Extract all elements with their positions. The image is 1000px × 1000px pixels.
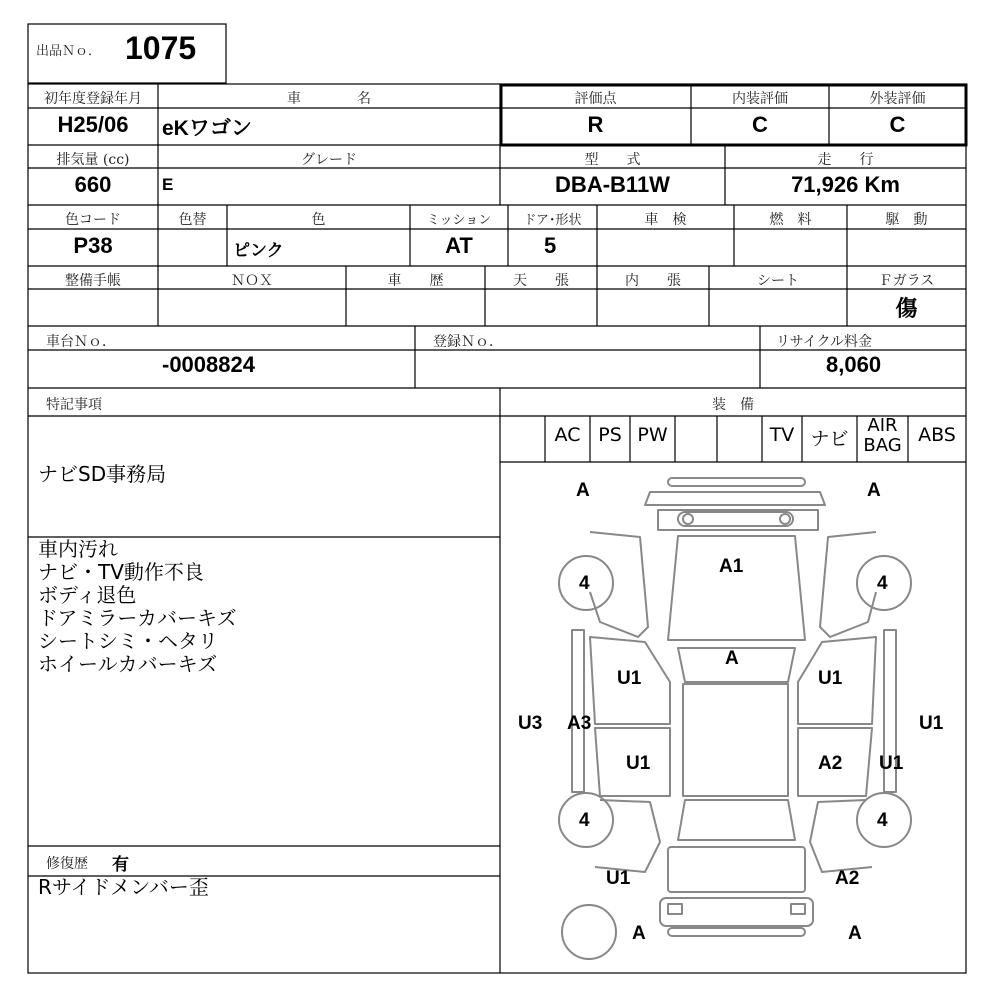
roof-outline — [683, 684, 788, 796]
color-label: 色 — [311, 212, 326, 228]
mileage-label: 走 行 — [817, 152, 874, 168]
damage-left-rocker-outer: U3 — [518, 713, 543, 734]
chassis-no-label: 車台Ｎｏ． — [46, 334, 116, 350]
special-note-line: ボディ退色 — [38, 583, 137, 607]
repair-history-note: Rサイドメンバー歪 — [38, 875, 209, 899]
rating-value: R — [587, 112, 604, 137]
damage-left-front-door: U1 — [617, 668, 642, 689]
rating-label: 評価点 — [574, 91, 617, 107]
lot-number: 1075 — [125, 30, 197, 66]
rear-glass-outline — [678, 800, 795, 840]
right-front-fender — [820, 532, 876, 637]
equipment-label: 装 備 — [712, 397, 754, 413]
damage-rear-right: A2 — [835, 868, 860, 889]
special-note-line: 車内汚れ — [38, 537, 118, 561]
damage-tire-rear-right: 4 — [877, 810, 888, 831]
doors-label: ドア･形状 — [523, 213, 582, 228]
damage-windshield: A — [725, 648, 739, 669]
rear-bumper-bottom — [668, 928, 805, 936]
equipment-item-airbag: AIR BAG — [863, 415, 902, 456]
exterior-rating-value: C — [889, 112, 906, 137]
damage-right-rear-door: U1 — [879, 753, 904, 774]
displacement-label: 排気量 (cc) — [56, 152, 130, 168]
left-rocker-outline — [572, 630, 584, 792]
lot-label: 出品Ｎｏ． — [36, 44, 102, 59]
damage-left-rear-door: U1 — [626, 753, 651, 774]
nox-label: ＮＯＸ — [231, 273, 273, 289]
tailgate-outline — [668, 847, 805, 892]
car-name-label: 車 名 — [287, 91, 371, 107]
repair-history-label: 修復歴 — [46, 856, 88, 872]
damage-right-front-door: U1 — [818, 668, 843, 689]
drive-label: 駆 動 — [885, 212, 928, 228]
special-note-line: シートシミ・ヘタリ — [38, 629, 218, 653]
special-note-line: ホイールカバーキズ — [38, 652, 218, 676]
damage-front-right: A — [867, 480, 881, 501]
equipment-item-pw: PW — [637, 424, 668, 446]
color-code-label: 色コード — [65, 212, 121, 228]
special-notes-label: 特記事項 — [46, 397, 102, 413]
displacement-value: 660 — [74, 172, 112, 197]
mileage-value: 71,926 Km — [791, 172, 900, 197]
equipment-item-abs: ABS — [918, 424, 956, 446]
damage-rear-bumper-left: A — [632, 923, 646, 944]
interior-trim-label: 内 張 — [625, 273, 681, 289]
car-name-value: eKワゴン — [162, 117, 252, 140]
doors-value: 5 — [544, 233, 557, 258]
damage-right-rear-quarter: A2 — [818, 753, 843, 774]
fuel-label: 燃 料 — [769, 212, 812, 228]
left-front-fender — [590, 532, 648, 637]
history-label: 車 歴 — [387, 273, 444, 289]
color-change-label: 色替 — [178, 212, 207, 228]
recycle-fee-value: 8,060 — [826, 352, 882, 377]
front-bumper — [645, 492, 825, 505]
exterior-rating-label: 外装評価 — [869, 91, 926, 107]
special-note-line: ナビ・TV動作不良 — [38, 560, 204, 584]
repair-history-value: 有 — [112, 855, 129, 874]
equipment-item-ps: PS — [598, 424, 622, 446]
damage-right-rocker: U1 — [919, 713, 944, 734]
chassis-no-value: -0008824 — [162, 352, 255, 377]
left-rear-fender — [595, 800, 660, 872]
color-value: ピンク — [233, 241, 284, 260]
damage-front-left: A — [576, 480, 590, 501]
equipment-item-navi: ナビ — [810, 428, 849, 450]
headlight-left-icon — [683, 514, 693, 524]
inspection-label: 車 検 — [644, 212, 687, 228]
headlight-right-icon — [780, 514, 790, 524]
equipment-item-ac: AC — [554, 424, 581, 446]
transmission-label: ミッション — [426, 213, 492, 228]
recycle-fee-label: リサイクル料金 — [776, 334, 873, 350]
grille-bar — [678, 512, 793, 526]
taillight-left-icon — [668, 904, 682, 914]
windshield-label: Ｆガラス — [878, 273, 935, 289]
damage-left-rocker: A3 — [567, 713, 592, 734]
grade-label: グレード — [301, 152, 357, 168]
equipment-item-tv: TV — [769, 424, 795, 446]
grade-value: E — [162, 175, 174, 194]
model-code-value: DBA-B11W — [555, 172, 670, 197]
special-notes-list — [38, 538, 237, 676]
special-notes-top: ナビSD事務局 — [38, 462, 167, 486]
damage-tire-front-left: 4 — [579, 573, 590, 594]
interior-rating-value: C — [752, 112, 768, 137]
seat-label: シート — [757, 273, 799, 289]
special-note-line: ドアミラーカバーキズ — [38, 606, 237, 630]
hood-outline — [668, 536, 805, 640]
first-registration-label: 初年度登録年月 — [44, 91, 142, 107]
damage-rear-bumper-right: A — [848, 923, 862, 944]
windshield-value: 傷 — [895, 296, 918, 322]
taillight-right-icon — [791, 904, 805, 914]
interior-rating-label: 内装評価 — [732, 91, 788, 107]
registration-no-label: 登録Ｎｏ． — [433, 334, 503, 350]
model-code-label: 型 式 — [584, 152, 641, 168]
transmission-value: AT — [445, 233, 473, 258]
damage-tire-front-right: 4 — [877, 573, 888, 594]
spare-tire-icon — [562, 905, 616, 959]
damage-hood: A1 — [719, 556, 744, 577]
maintenance-book-label: 整備手帳 — [65, 273, 121, 289]
damage-tire-rear-left: 4 — [579, 810, 590, 831]
first-registration-value: H25/06 — [57, 112, 129, 137]
color-code-value: P38 — [73, 233, 113, 258]
front-bumper-top — [668, 478, 805, 486]
damage-rear-left: U1 — [606, 868, 631, 889]
headliner-label: 天 張 — [513, 273, 569, 289]
